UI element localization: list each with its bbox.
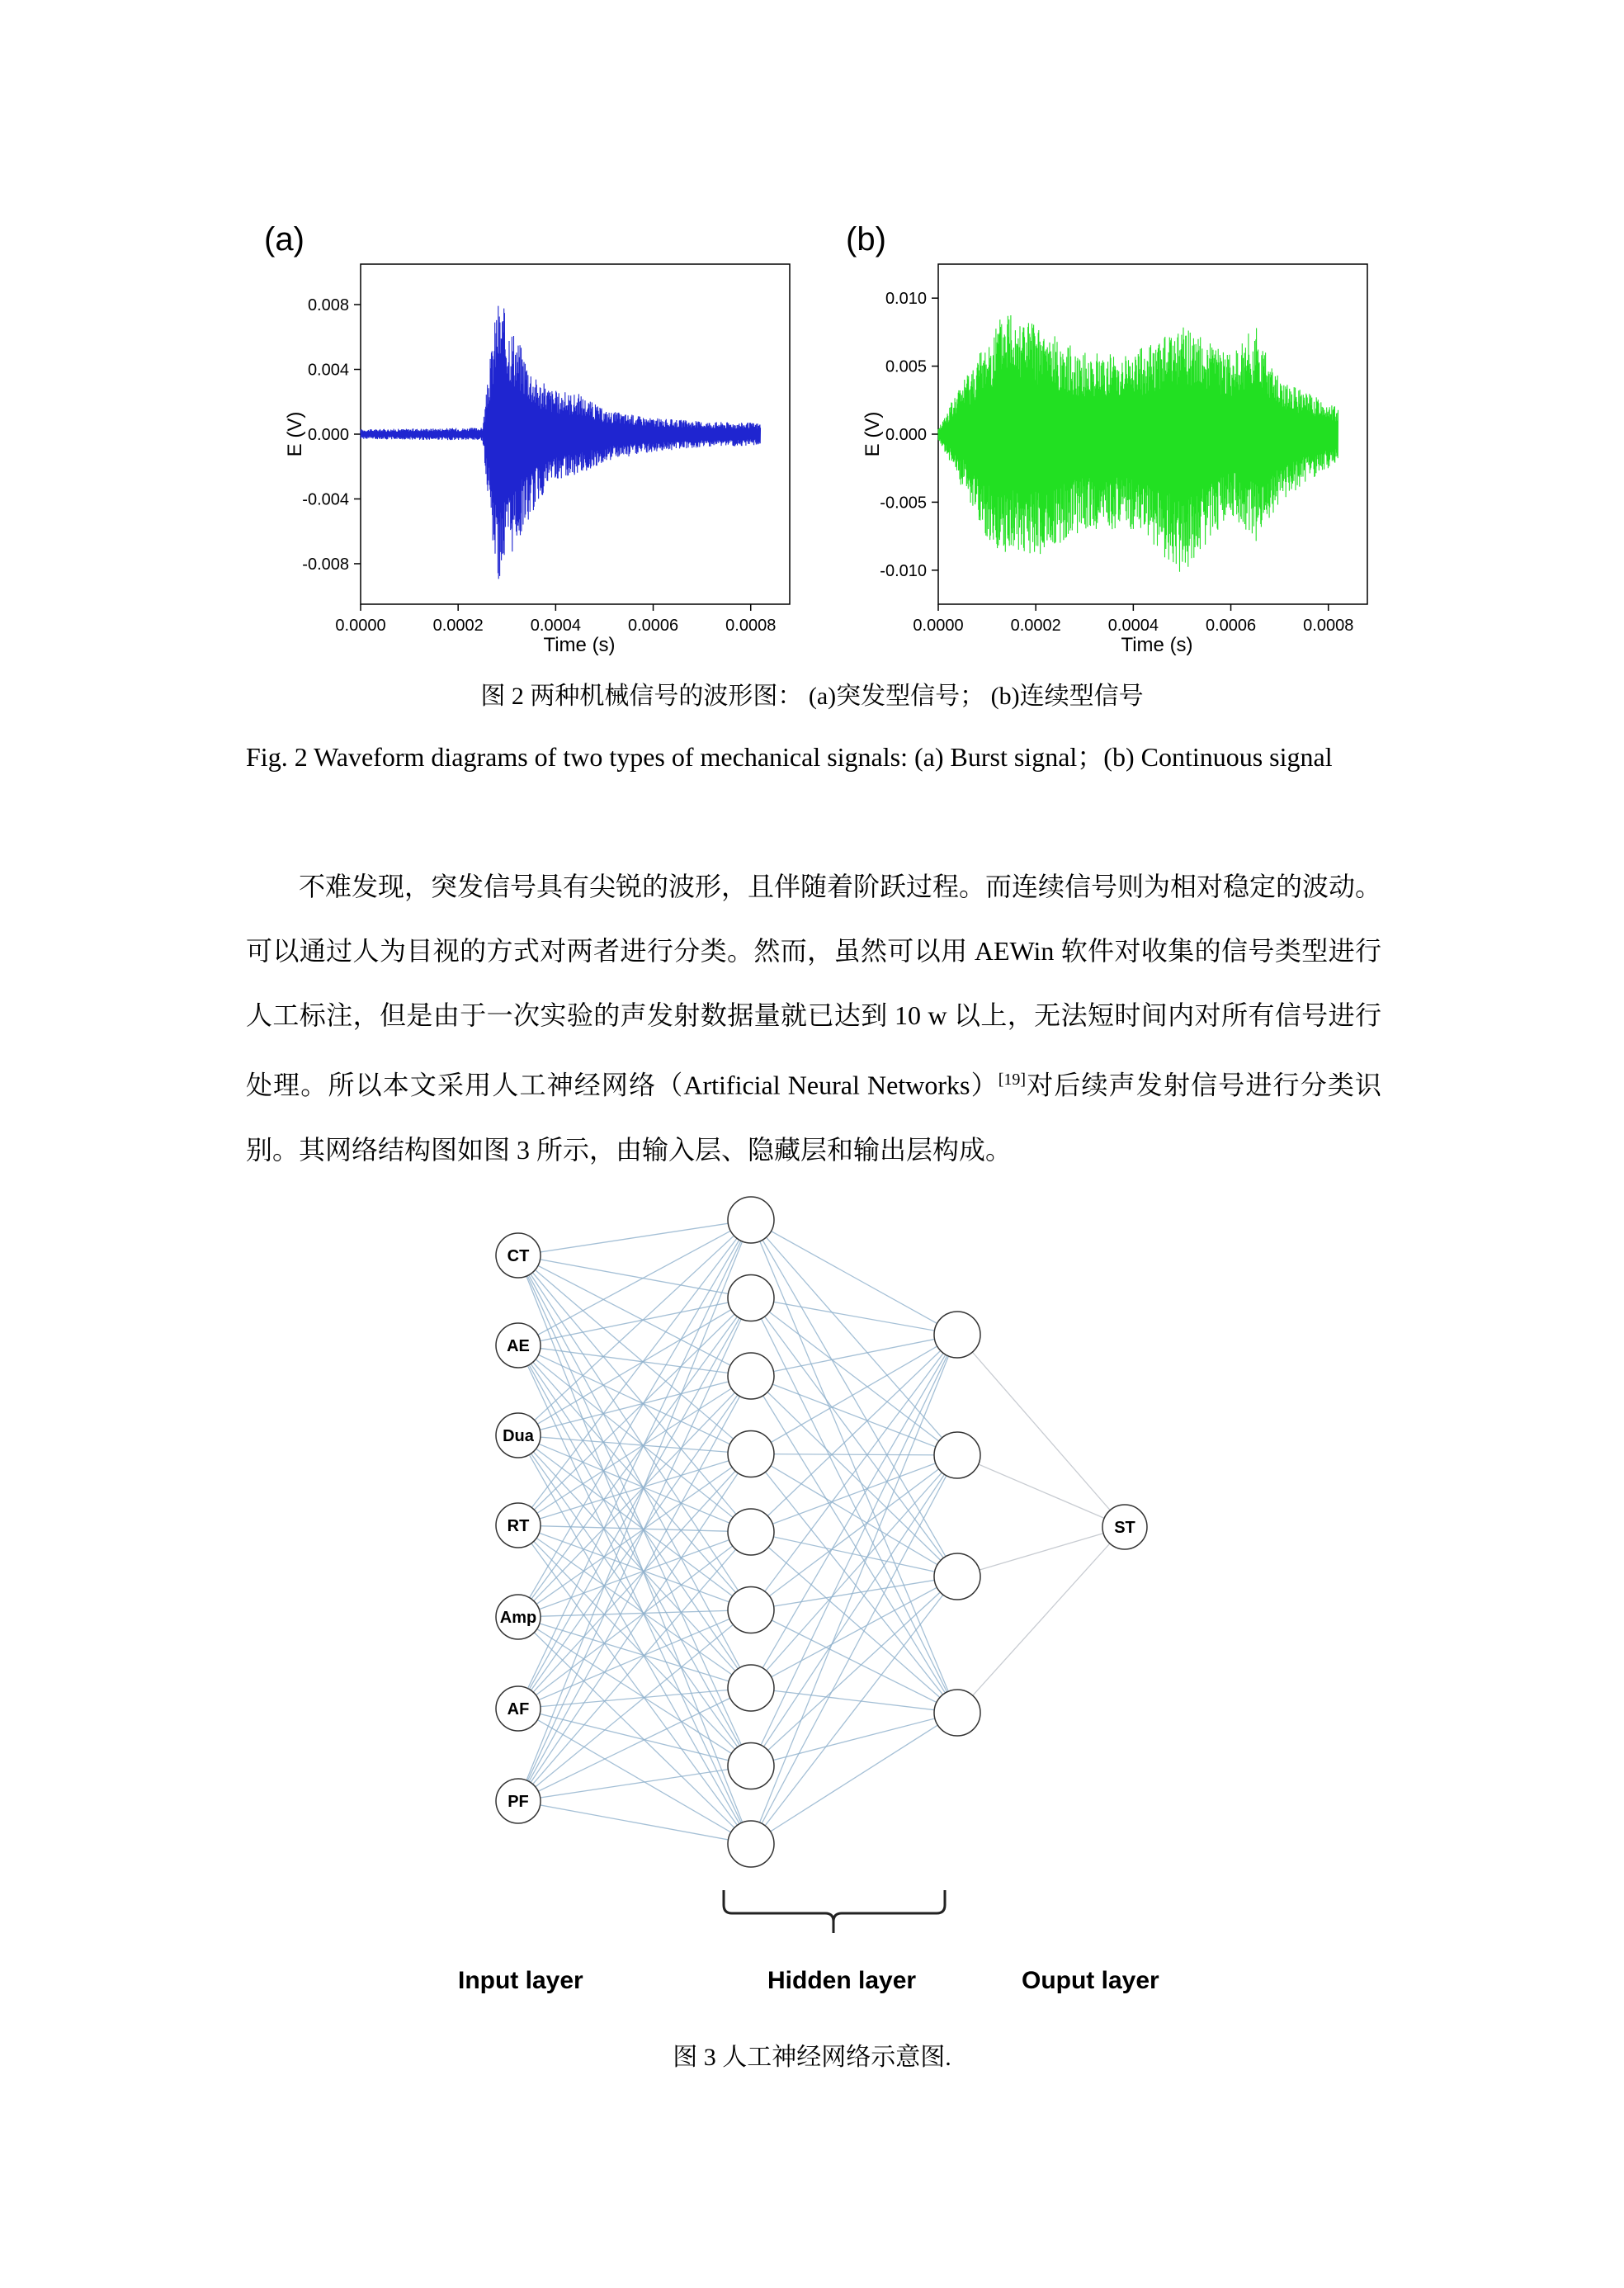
edge-hidden1-hidden2: [751, 1376, 957, 1577]
edge-hidden1-hidden2: [751, 1532, 957, 1577]
edge-hidden1-hidden2: [751, 1713, 957, 1844]
hidden1-node: [728, 1509, 774, 1555]
edge-input-hidden1: [518, 1709, 751, 1844]
edge-hidden1-hidden2: [751, 1454, 957, 1714]
edge-input-hidden1: [518, 1525, 751, 1532]
x-tick-label: 0.0002: [1010, 617, 1061, 635]
hidden1-node: [728, 1587, 774, 1633]
edge-hidden1-hidden2: [751, 1220, 957, 1335]
edge-hidden1-hidden2: [751, 1335, 957, 1454]
waveform-series: [938, 315, 1338, 572]
hidden2-node: [934, 1553, 980, 1600]
edge-input-hidden1: [518, 1345, 751, 1688]
edge-hidden2-output: [957, 1455, 1125, 1527]
output-node-label: ST: [1114, 1519, 1135, 1537]
hidden1-node: [728, 1275, 774, 1321]
y-tick-label: 0.000: [307, 426, 349, 444]
hidden1-node: [728, 1665, 774, 1711]
y-tick-label: 0.005: [885, 357, 927, 376]
y-tick-label: 0.000: [885, 426, 927, 444]
edge-input-hidden1: [518, 1220, 751, 1345]
edge-hidden1-hidden2: [751, 1577, 957, 1844]
edge-hidden1-hidden2: [751, 1335, 957, 1844]
waveform-series: [361, 306, 761, 579]
edge-hidden1-hidden2: [751, 1532, 957, 1713]
y-tick-label: -0.005: [880, 494, 927, 513]
hidden1-node: [728, 1743, 774, 1789]
edge-input-hidden1: [518, 1255, 751, 1532]
edge-input-hidden1: [518, 1298, 751, 1618]
hidden2-node: [934, 1690, 980, 1736]
edge-input-hidden1: [518, 1298, 751, 1436]
input-layer-label: Input layer: [458, 1967, 583, 1994]
edge-input-hidden1: [518, 1435, 751, 1610]
panel-label-a: (a): [264, 221, 304, 258]
citation-19: [19]: [998, 1071, 1027, 1089]
edge-input-hidden1: [518, 1255, 751, 1688]
x-tick-label: 0.0008: [725, 617, 777, 635]
x-tick-label: 0.0004: [530, 617, 581, 635]
x-tick-label: 0.0008: [1303, 617, 1354, 635]
y-tick-label: -0.008: [302, 555, 349, 574]
hidden2-node: [934, 1432, 980, 1478]
output-layer-label: Ouput layer: [1022, 1967, 1159, 1994]
input-node-label: AE: [507, 1337, 530, 1355]
edge-hidden2-output: [957, 1335, 1125, 1527]
edge-hidden1-hidden2: [751, 1298, 957, 1335]
hidden1-node: [728, 1821, 774, 1867]
x-axis-label: Time (s): [1121, 634, 1193, 656]
x-axis-label: Time (s): [543, 634, 616, 656]
edge-input-hidden1: [518, 1255, 751, 1298]
x-tick-label: 0.0000: [913, 617, 964, 635]
paragraph-text-2: 对后续声发射信号进行分类识别。其网络结构图如图 3 所示，由输入层、隐藏层和输出层构成。: [246, 1070, 1381, 1165]
edge-hidden2-output: [957, 1527, 1125, 1713]
body-paragraph: [246, 854, 1381, 1182]
y-tick-label: 0.010: [885, 290, 927, 309]
x-tick-label: 0.0004: [1107, 617, 1159, 635]
figure-2-caption-cn: 图 2 两种机械信号的波形图： (a)突发型信号； (b)连续型信号: [480, 683, 1144, 710]
input-node-label: Amp: [499, 1609, 537, 1627]
edge-hidden1-hidden2: [751, 1713, 957, 1766]
hidden-layer-label: Hidden layer: [767, 1967, 917, 1994]
figure-2-caption-en: Fig. 2 Waveform diagrams of two types of mechanical signals: (a) Burst signal；(b) Continuous signal: [246, 742, 1333, 772]
edge-input-hidden1: [518, 1255, 751, 1454]
hidden1-node: [728, 1353, 774, 1399]
edge-hidden1-hidden2: [751, 1335, 957, 1766]
edge-hidden1-hidden2: [751, 1376, 957, 1713]
input-node-label: PF: [508, 1793, 529, 1811]
edge-input-hidden1: [518, 1255, 751, 1376]
edge-input-hidden1: [518, 1532, 751, 1617]
y-axis-label: E (V): [284, 411, 306, 457]
paragraph-text-1: 不难发现，突发信号具有尖锐的波形，且伴随着阶跃过程。而连续信号则为相对稳定的波动。可以通过人为目视的方式对两者进行分类。然而，虽然可以用 AEWin 软件对收集的信号类型进行人工标注，但是由于一次实验的声发射数据量就已达到 10 w 以上，无法短时间内对所有信号进行处理。所以本文采用人工神经网络（Artificial Neural Networks）: [246, 872, 1382, 1100]
hidden-layer-brace: [724, 1890, 945, 1933]
edge-input-hidden1: [518, 1220, 751, 1255]
edge-hidden2-output: [957, 1527, 1125, 1577]
input-node-label: CT: [507, 1247, 530, 1265]
edge-hidden1-hidden2: [751, 1454, 957, 1456]
y-tick-label: 0.004: [307, 361, 349, 380]
x-tick-label: 0.0000: [335, 617, 386, 635]
neural-network-diagram: [0, 1172, 1624, 1964]
y-tick-label: -0.004: [302, 490, 349, 509]
figure-3-caption: 图 3 人工神经网络示意图.: [673, 2044, 951, 2071]
edge-hidden1-hidden2: [751, 1335, 957, 1376]
edge-hidden1-hidden2: [751, 1455, 957, 1688]
edge-input-hidden1: [518, 1610, 751, 1618]
edge-input-hidden1: [518, 1220, 751, 1801]
hidden2-node: [934, 1312, 980, 1358]
y-axis-label: E (V): [862, 411, 884, 457]
edge-input-hidden1: [518, 1345, 751, 1376]
input-node-label: RT: [507, 1517, 530, 1535]
network-nodes: [496, 1197, 1147, 1867]
edge-input-hidden1: [518, 1525, 751, 1610]
edge-input-hidden1: [518, 1298, 751, 1346]
edge-input-hidden1: [518, 1345, 751, 1766]
edge-input-hidden1: [518, 1345, 751, 1844]
edge-input-hidden1: [518, 1220, 751, 1435]
edge-hidden1-hidden2: [751, 1220, 957, 1455]
input-node-label: AF: [507, 1700, 530, 1718]
edge-input-hidden1: [518, 1801, 751, 1844]
y-tick-label: 0.008: [307, 296, 349, 315]
y-tick-label: -0.010: [880, 561, 927, 580]
x-tick-label: 0.0006: [627, 617, 679, 635]
hidden1-node: [728, 1197, 774, 1243]
waveform-chart-a: [264, 256, 809, 660]
x-tick-label: 0.0006: [1205, 617, 1257, 635]
x-tick-label: 0.0002: [432, 617, 484, 635]
input-node-label: Dua: [503, 1427, 534, 1445]
edge-input-hidden1: [518, 1435, 751, 1766]
panel-label-b: (b): [846, 221, 886, 258]
hidden1-node: [728, 1431, 774, 1477]
waveform-chart-b: [842, 256, 1386, 660]
edge-hidden1-hidden2: [751, 1298, 957, 1577]
network-edges: [518, 1220, 1125, 1844]
edge-hidden1-hidden2: [751, 1455, 957, 1610]
